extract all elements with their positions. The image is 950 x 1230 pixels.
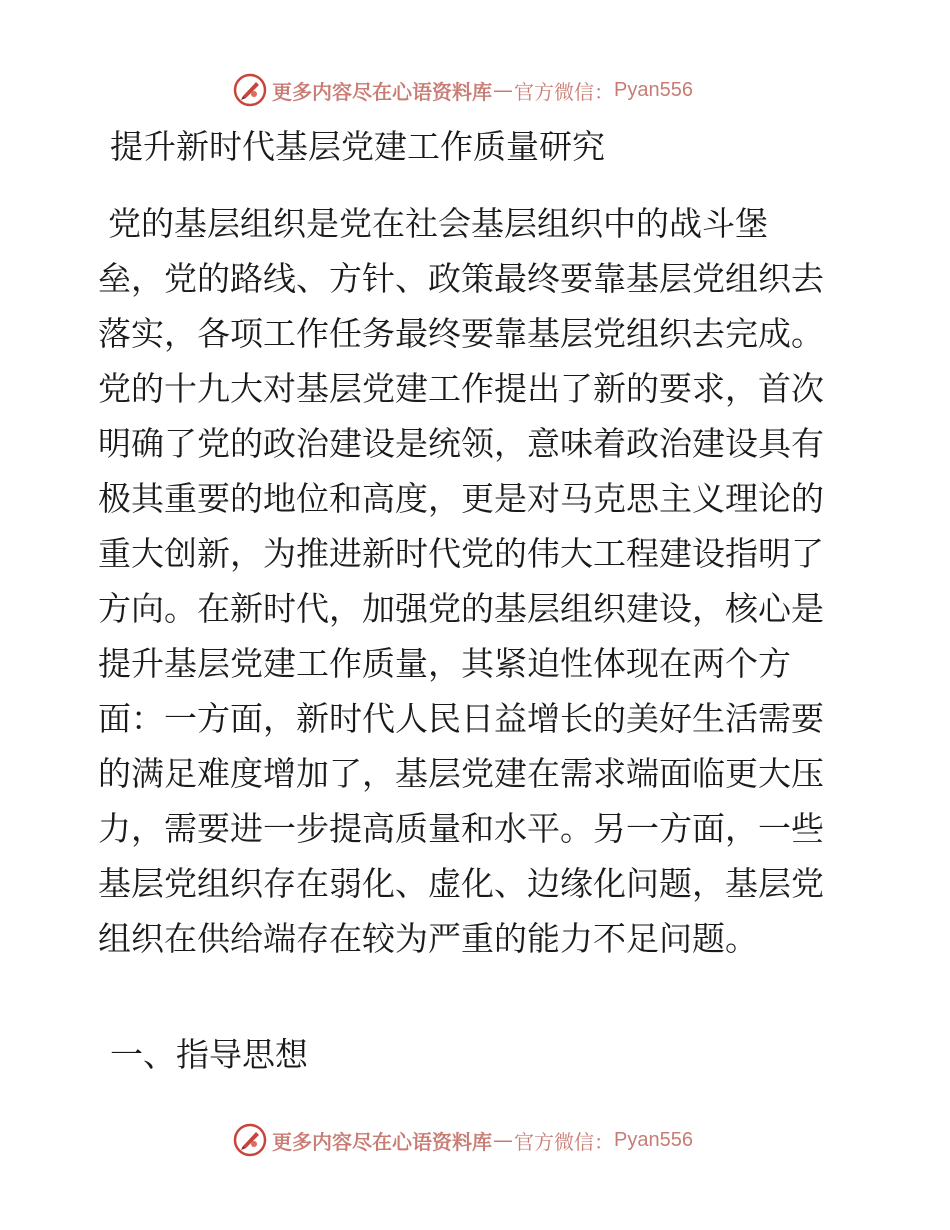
- section-heading: 一、指导思想: [110, 1035, 308, 1074]
- paragraph-line: 基层党组织存在弱化、虚化、边缘化问题，基层党: [98, 864, 824, 903]
- paragraph-line: 提升基层党建工作质量，其紧迫性体现在两个方: [98, 644, 791, 683]
- brand-logo-icon: [232, 1122, 268, 1158]
- banner-wechat-id: Pyan556: [614, 78, 693, 101]
- paragraph-line: 党的十九大对基层党建工作提出了新的要求，首次: [98, 369, 824, 408]
- paragraph-line: 重大创新，为推进新时代党的伟大工程建设指明了: [98, 534, 824, 573]
- brand-logo-icon: [232, 72, 268, 108]
- body-paragraph: [98, 196, 858, 966]
- banner-separator: —: [493, 78, 513, 102]
- banner-slogan: 更多内容尽在心语资料库: [272, 1129, 492, 1154]
- paragraph-line: 组织在供给端存在较为严重的能力不足问题。: [98, 919, 758, 958]
- paragraph-line: 垒，党的路线、方针、政策最终要靠基层党组织去: [98, 259, 824, 298]
- banner-separator: —: [493, 1128, 513, 1152]
- paragraph-line: 落实，各项工作任务最终要靠基层党组织去完成。: [98, 314, 824, 353]
- banner-wechat-label: 官方微信：: [514, 79, 614, 104]
- document-title: 提升新时代基层党建工作质量研究: [110, 127, 605, 166]
- paragraph-line: 的满足难度增加了，基层党建在需求端面临更大压: [98, 754, 824, 793]
- paragraph-line: 力，需要进一步提高质量和水平。另一方面，一些: [98, 809, 824, 848]
- footer-banner: [232, 1120, 693, 1160]
- paragraph-line: 明确了党的政治建设是统领，意味着政治建设具有: [98, 424, 824, 463]
- paragraph-line: 方向。在新时代，加强党的基层组织建设，核心是: [98, 589, 824, 628]
- paragraph-line: 面：一方面，新时代人民日益增长的美好生活需要: [98, 699, 824, 738]
- paragraph-line: 极其重要的地位和高度，更是对马克思主义理论的: [98, 479, 824, 518]
- header-banner: [232, 70, 693, 110]
- paragraph-line: 党的基层组织是党在社会基层组织中的战斗堡: [108, 204, 768, 243]
- banner-slogan: 更多内容尽在心语资料库: [272, 79, 492, 104]
- banner-wechat-label: 官方微信：: [514, 1129, 614, 1154]
- banner-wechat-id: Pyan556: [614, 1128, 693, 1151]
